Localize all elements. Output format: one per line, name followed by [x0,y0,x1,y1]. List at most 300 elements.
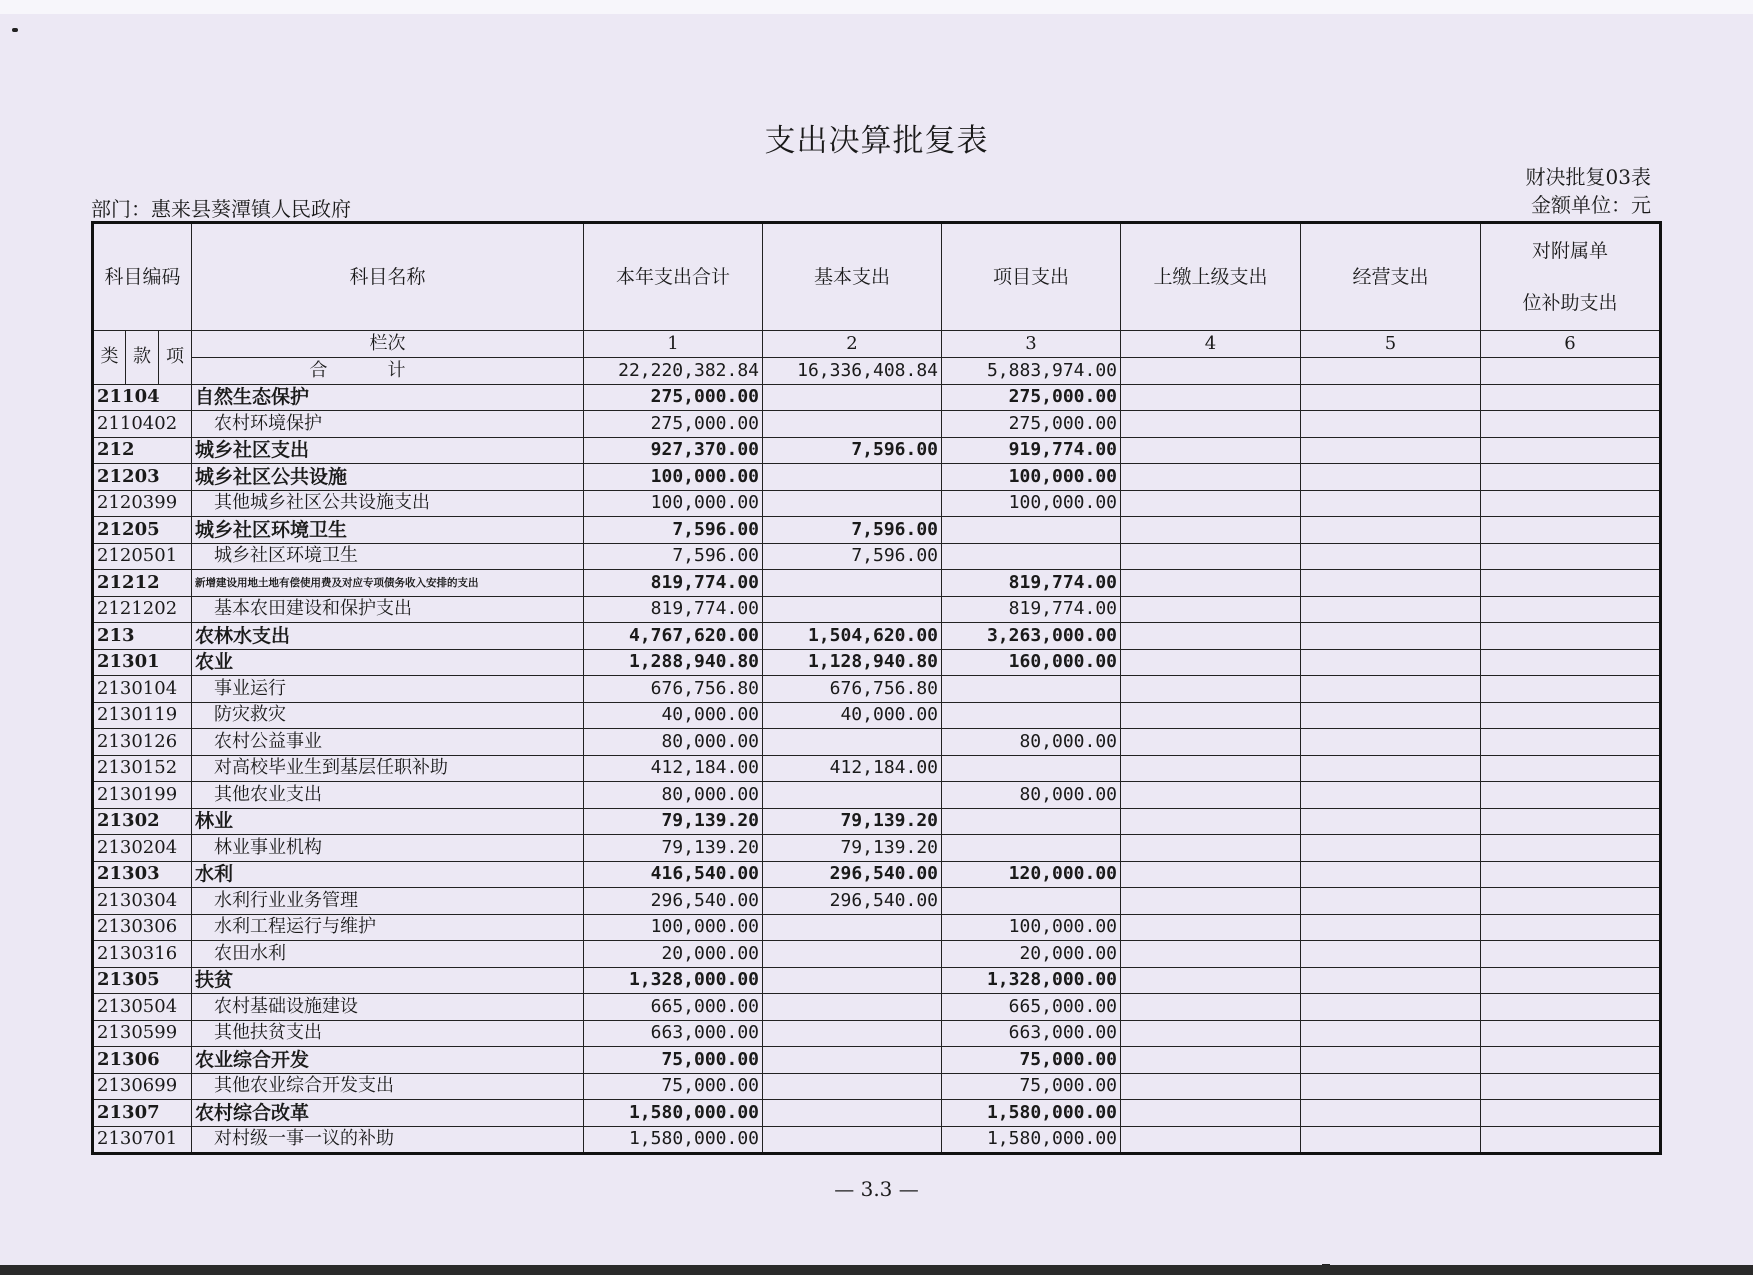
row-business [1301,1100,1481,1127]
row-subsidy [1481,808,1661,835]
table-row [93,384,1661,411]
page-top-edge [0,0,1753,14]
table-row [93,861,1661,888]
row-basic: 296,540.00 [763,888,942,915]
row-project: 120,000.00 [942,861,1121,888]
table-row [93,1020,1661,1047]
row-code: 2120501 [93,543,192,570]
table-row [93,411,1661,438]
row-code: 21212 [93,570,192,597]
row-total: 79,139.20 [584,808,763,835]
row-project: 919,774.00 [942,437,1121,464]
row-code: 2130119 [93,702,192,729]
row-subsidy [1481,835,1661,862]
header-upper: 上缴上级支出 [1121,223,1301,331]
row-project: 100,000.00 [942,914,1121,941]
row-subsidy [1481,888,1661,915]
row-business [1301,967,1481,994]
row-business [1301,570,1481,597]
row-code: 21307 [93,1100,192,1127]
row-code: 2120399 [93,490,192,517]
row-business [1301,623,1481,650]
row-basic [763,464,942,491]
row-basic [763,914,942,941]
row-project [942,543,1121,570]
row-upper [1121,1073,1301,1100]
row-basic [763,1126,942,1154]
row-basic: 412,184.00 [763,755,942,782]
column-number-2: 2 [763,331,942,358]
row-subsidy [1481,490,1661,517]
row-total: 7,596.00 [584,517,763,544]
row-project [942,676,1121,703]
row-subsidy [1481,676,1661,703]
row-total: 80,000.00 [584,729,763,756]
row-name: 农林水支出 [192,623,584,650]
row-basic [763,1020,942,1047]
table-row [93,782,1661,809]
row-upper [1121,411,1301,438]
row-total: 100,000.00 [584,490,763,517]
row-code: 2130126 [93,729,192,756]
row-subsidy [1481,517,1661,544]
row-code: 2130104 [93,676,192,703]
table-row [93,702,1661,729]
row-project: 1,580,000.00 [942,1126,1121,1154]
row-business [1301,835,1481,862]
table-row [93,888,1661,915]
row-total: 75,000.00 [584,1047,763,1074]
row-name: 水利 [192,861,584,888]
row-upper [1121,676,1301,703]
row-subsidy [1481,411,1661,438]
header-code: 科目编码 [93,223,192,331]
row-code: 2130306 [93,914,192,941]
row-upper [1121,543,1301,570]
row-code: 2130504 [93,994,192,1021]
row-name: 农业 [192,649,584,676]
row-code: 21104 [93,384,192,411]
row-upper [1121,649,1301,676]
row-name: 防灾救灾 [192,702,584,729]
total-row-subsidy [1481,358,1661,385]
row-subsidy [1481,1020,1661,1047]
row-subsidy [1481,702,1661,729]
row-business [1301,808,1481,835]
row-total: 416,540.00 [584,861,763,888]
row-name: 城乡社区环境卫生 [192,543,584,570]
row-upper [1121,517,1301,544]
row-code: 2130699 [93,1073,192,1100]
row-name: 农田水利 [192,941,584,968]
header-total: 本年支出合计 [584,223,763,331]
row-basic: 296,540.00 [763,861,942,888]
row-basic: 1,128,940.80 [763,649,942,676]
row-total: 1,580,000.00 [584,1126,763,1154]
row-name: 其他城乡社区公共设施支出 [192,490,584,517]
row-upper [1121,967,1301,994]
row-subsidy [1481,994,1661,1021]
row-name: 对高校毕业生到基层任职补助 [192,755,584,782]
row-subsidy [1481,623,1661,650]
row-upper [1121,437,1301,464]
table-row [93,437,1661,464]
row-project: 1,580,000.00 [942,1100,1121,1127]
row-subsidy [1481,1047,1661,1074]
row-code: 2130316 [93,941,192,968]
row-name: 事业运行 [192,676,584,703]
row-business [1301,702,1481,729]
table-row [93,808,1661,835]
row-upper [1121,1047,1301,1074]
row-business [1301,782,1481,809]
row-name: 城乡社区公共设施 [192,464,584,491]
header-name: 科目名称 [192,223,584,331]
row-name: 新增建设用地土地有偿使用费及对应专项债务收入安排的支出 [192,570,584,597]
row-business [1301,914,1481,941]
row-subsidy [1481,782,1661,809]
table-row [93,914,1661,941]
row-total: 676,756.80 [584,676,763,703]
row-upper [1121,994,1301,1021]
row-basic: 79,139.20 [763,808,942,835]
table-row [93,755,1661,782]
column-number-1: 1 [584,331,763,358]
table-row [93,941,1661,968]
row-code: 21205 [93,517,192,544]
row-total: 1,288,940.80 [584,649,763,676]
scan-bottom-edge [0,1265,1753,1275]
row-name: 城乡社区环境卫生 [192,517,584,544]
row-basic: 7,596.00 [763,543,942,570]
row-business [1301,596,1481,623]
row-total: 20,000.00 [584,941,763,968]
row-total: 79,139.20 [584,835,763,862]
row-code: 2130599 [93,1020,192,1047]
total-row-project: 5,883,974.00 [942,358,1121,385]
row-business [1301,1073,1481,1100]
row-total: 663,000.00 [584,1020,763,1047]
row-total: 4,767,620.00 [584,623,763,650]
row-project: 100,000.00 [942,490,1121,517]
row-project [942,835,1121,862]
row-project [942,888,1121,915]
row-name: 水利行业业务管理 [192,888,584,915]
table-row [93,994,1661,1021]
row-upper [1121,464,1301,491]
row-total: 412,184.00 [584,755,763,782]
table-row [93,490,1661,517]
row-business [1301,941,1481,968]
row-name: 农村公益事业 [192,729,584,756]
table-row [93,967,1661,994]
row-project [942,808,1121,835]
row-name: 其他农业综合开发支出 [192,1073,584,1100]
row-upper [1121,888,1301,915]
row-basic: 676,756.80 [763,676,942,703]
row-code: 21301 [93,649,192,676]
row-basic [763,1073,942,1100]
row-basic [763,411,942,438]
row-subsidy [1481,755,1661,782]
row-name: 农村综合改革 [192,1100,584,1127]
table-row [93,596,1661,623]
total-row-business [1301,358,1481,385]
row-project: 819,774.00 [942,570,1121,597]
row-upper [1121,384,1301,411]
row-basic [763,941,942,968]
row-business [1301,994,1481,1021]
row-code: 213 [93,623,192,650]
header-basic: 基本支出 [763,223,942,331]
row-name: 水利工程运行与维护 [192,914,584,941]
row-upper [1121,729,1301,756]
table-row [93,1126,1661,1154]
row-subsidy [1481,729,1661,756]
row-basic: 1,504,620.00 [763,623,942,650]
row-business [1301,437,1481,464]
department-label: 部门：惠来县葵潭镇人民政府 [91,197,351,221]
table-row [93,1047,1661,1074]
row-business [1301,384,1481,411]
row-business [1301,517,1481,544]
row-upper [1121,490,1301,517]
row-project: 1,328,000.00 [942,967,1121,994]
row-subsidy [1481,464,1661,491]
row-subsidy [1481,1126,1661,1154]
header-subsidy-line2: 位补助支出 [1522,292,1618,314]
row-basic [763,967,942,994]
table-header-row [93,223,1661,331]
row-code: 2121202 [93,596,192,623]
row-upper [1121,702,1301,729]
row-code: 21303 [93,861,192,888]
row-project: 75,000.00 [942,1073,1121,1100]
row-project: 75,000.00 [942,1047,1121,1074]
row-code: 21302 [93,808,192,835]
row-project: 275,000.00 [942,384,1121,411]
row-upper [1121,755,1301,782]
row-code: 2130152 [93,755,192,782]
table-row [93,835,1661,862]
row-code: 212 [93,437,192,464]
row-project: 819,774.00 [942,596,1121,623]
row-business [1301,861,1481,888]
row-upper [1121,835,1301,862]
row-subsidy [1481,543,1661,570]
row-basic: 7,596.00 [763,437,942,464]
row-project: 3,263,000.00 [942,623,1121,650]
level-label-lei: 类 [93,331,126,385]
row-name: 农村基础设施建设 [192,994,584,1021]
row-business [1301,1020,1481,1047]
row-name: 扶贫 [192,967,584,994]
row-upper [1121,570,1301,597]
row-business [1301,543,1481,570]
column-row-label: 栏次 [192,331,584,358]
column-number-4: 4 [1121,331,1301,358]
row-total: 80,000.00 [584,782,763,809]
row-business [1301,411,1481,438]
column-number-3: 3 [942,331,1121,358]
table-row [93,676,1661,703]
row-business [1301,729,1481,756]
row-subsidy [1481,596,1661,623]
row-business [1301,755,1481,782]
row-total: 296,540.00 [584,888,763,915]
row-basic [763,570,942,597]
row-subsidy [1481,649,1661,676]
column-number-6: 6 [1481,331,1661,358]
row-project: 80,000.00 [942,729,1121,756]
row-business [1301,490,1481,517]
row-project [942,517,1121,544]
row-upper [1121,941,1301,968]
row-name: 林业事业机构 [192,835,584,862]
table-row [93,1073,1661,1100]
row-business [1301,1126,1481,1154]
row-total: 100,000.00 [584,464,763,491]
row-name: 其他扶贫支出 [192,1020,584,1047]
row-business [1301,649,1481,676]
row-total: 40,000.00 [584,702,763,729]
total-row [93,358,1661,385]
column-number-row [93,331,1661,358]
row-upper [1121,782,1301,809]
row-name: 农村环境保护 [192,411,584,438]
row-project: 663,000.00 [942,1020,1121,1047]
table-row [93,464,1661,491]
total-row-upper [1121,358,1301,385]
row-subsidy [1481,1073,1661,1100]
level-label-kuan: 款 [126,331,159,385]
row-name: 林业 [192,808,584,835]
row-basic [763,1100,942,1127]
row-name: 农业综合开发 [192,1047,584,1074]
row-code: 2130701 [93,1126,192,1154]
row-basic [763,782,942,809]
row-basic [763,1047,942,1074]
column-number-5: 5 [1301,331,1481,358]
row-upper [1121,596,1301,623]
row-total: 100,000.00 [584,914,763,941]
row-total: 1,580,000.00 [584,1100,763,1127]
row-business [1301,888,1481,915]
amount-unit: 金额单位：元 [1531,193,1651,217]
row-total: 665,000.00 [584,994,763,1021]
row-subsidy [1481,941,1661,968]
row-subsidy [1481,384,1661,411]
row-basic [763,596,942,623]
table-row [93,543,1661,570]
row-name: 对村级一事一议的补助 [192,1126,584,1154]
table-row [93,1100,1661,1127]
row-code: 2130199 [93,782,192,809]
row-upper [1121,1020,1301,1047]
row-subsidy [1481,437,1661,464]
table-row [93,623,1661,650]
table-row [93,649,1661,676]
expenditure-table [91,221,1662,1155]
row-basic [763,994,942,1021]
row-upper [1121,1100,1301,1127]
header-subsidy-line1: 对附属单 [1532,240,1609,262]
row-total: 275,000.00 [584,411,763,438]
header-business: 经营支出 [1301,223,1481,331]
row-name: 城乡社区支出 [192,437,584,464]
row-upper [1121,861,1301,888]
row-basic [763,490,942,517]
row-name: 自然生态保护 [192,384,584,411]
row-total: 819,774.00 [584,596,763,623]
level-label-xiang: 项 [159,331,192,385]
total-label: 合计 [192,358,584,385]
form-code: 财决批复03表 [1525,165,1651,189]
table-row [93,570,1661,597]
table-row [93,517,1661,544]
row-subsidy [1481,861,1661,888]
row-project [942,702,1121,729]
row-upper [1121,623,1301,650]
row-total: 7,596.00 [584,543,763,570]
row-project [942,755,1121,782]
row-subsidy [1481,1100,1661,1127]
row-subsidy [1481,967,1661,994]
row-code: 21203 [93,464,192,491]
row-project: 665,000.00 [942,994,1121,1021]
row-upper [1121,808,1301,835]
row-project: 160,000.00 [942,649,1121,676]
row-code: 21306 [93,1047,192,1074]
row-upper [1121,1126,1301,1154]
row-code: 2130304 [93,888,192,915]
row-project: 100,000.00 [942,464,1121,491]
row-business [1301,1047,1481,1074]
table-row [93,729,1661,756]
row-business [1301,464,1481,491]
row-project: 80,000.00 [942,782,1121,809]
row-name: 其他农业支出 [192,782,584,809]
total-row-basic: 16,336,408.84 [763,358,942,385]
scan-speck [12,28,18,32]
document-title: 支出决算批复表 [764,123,989,159]
row-basic [763,729,942,756]
row-total: 75,000.00 [584,1073,763,1100]
page-number: — 3.3 — [834,1177,919,1201]
row-total: 275,000.00 [584,384,763,411]
row-business [1301,676,1481,703]
total-row-total: 22,220,382.84 [584,358,763,385]
row-total: 819,774.00 [584,570,763,597]
row-basic: 7,596.00 [763,517,942,544]
header-subsidy [1481,223,1661,331]
row-subsidy [1481,570,1661,597]
row-basic: 79,139.20 [763,835,942,862]
row-project: 275,000.00 [942,411,1121,438]
row-upper [1121,914,1301,941]
row-code: 2130204 [93,835,192,862]
row-basic [763,384,942,411]
row-name: 基本农田建设和保护支出 [192,596,584,623]
row-code: 21305 [93,967,192,994]
row-code: 2110402 [93,411,192,438]
row-total: 1,328,000.00 [584,967,763,994]
header-project: 项目支出 [942,223,1121,331]
row-total: 927,370.00 [584,437,763,464]
row-project: 20,000.00 [942,941,1121,968]
row-subsidy [1481,914,1661,941]
row-basic: 40,000.00 [763,702,942,729]
